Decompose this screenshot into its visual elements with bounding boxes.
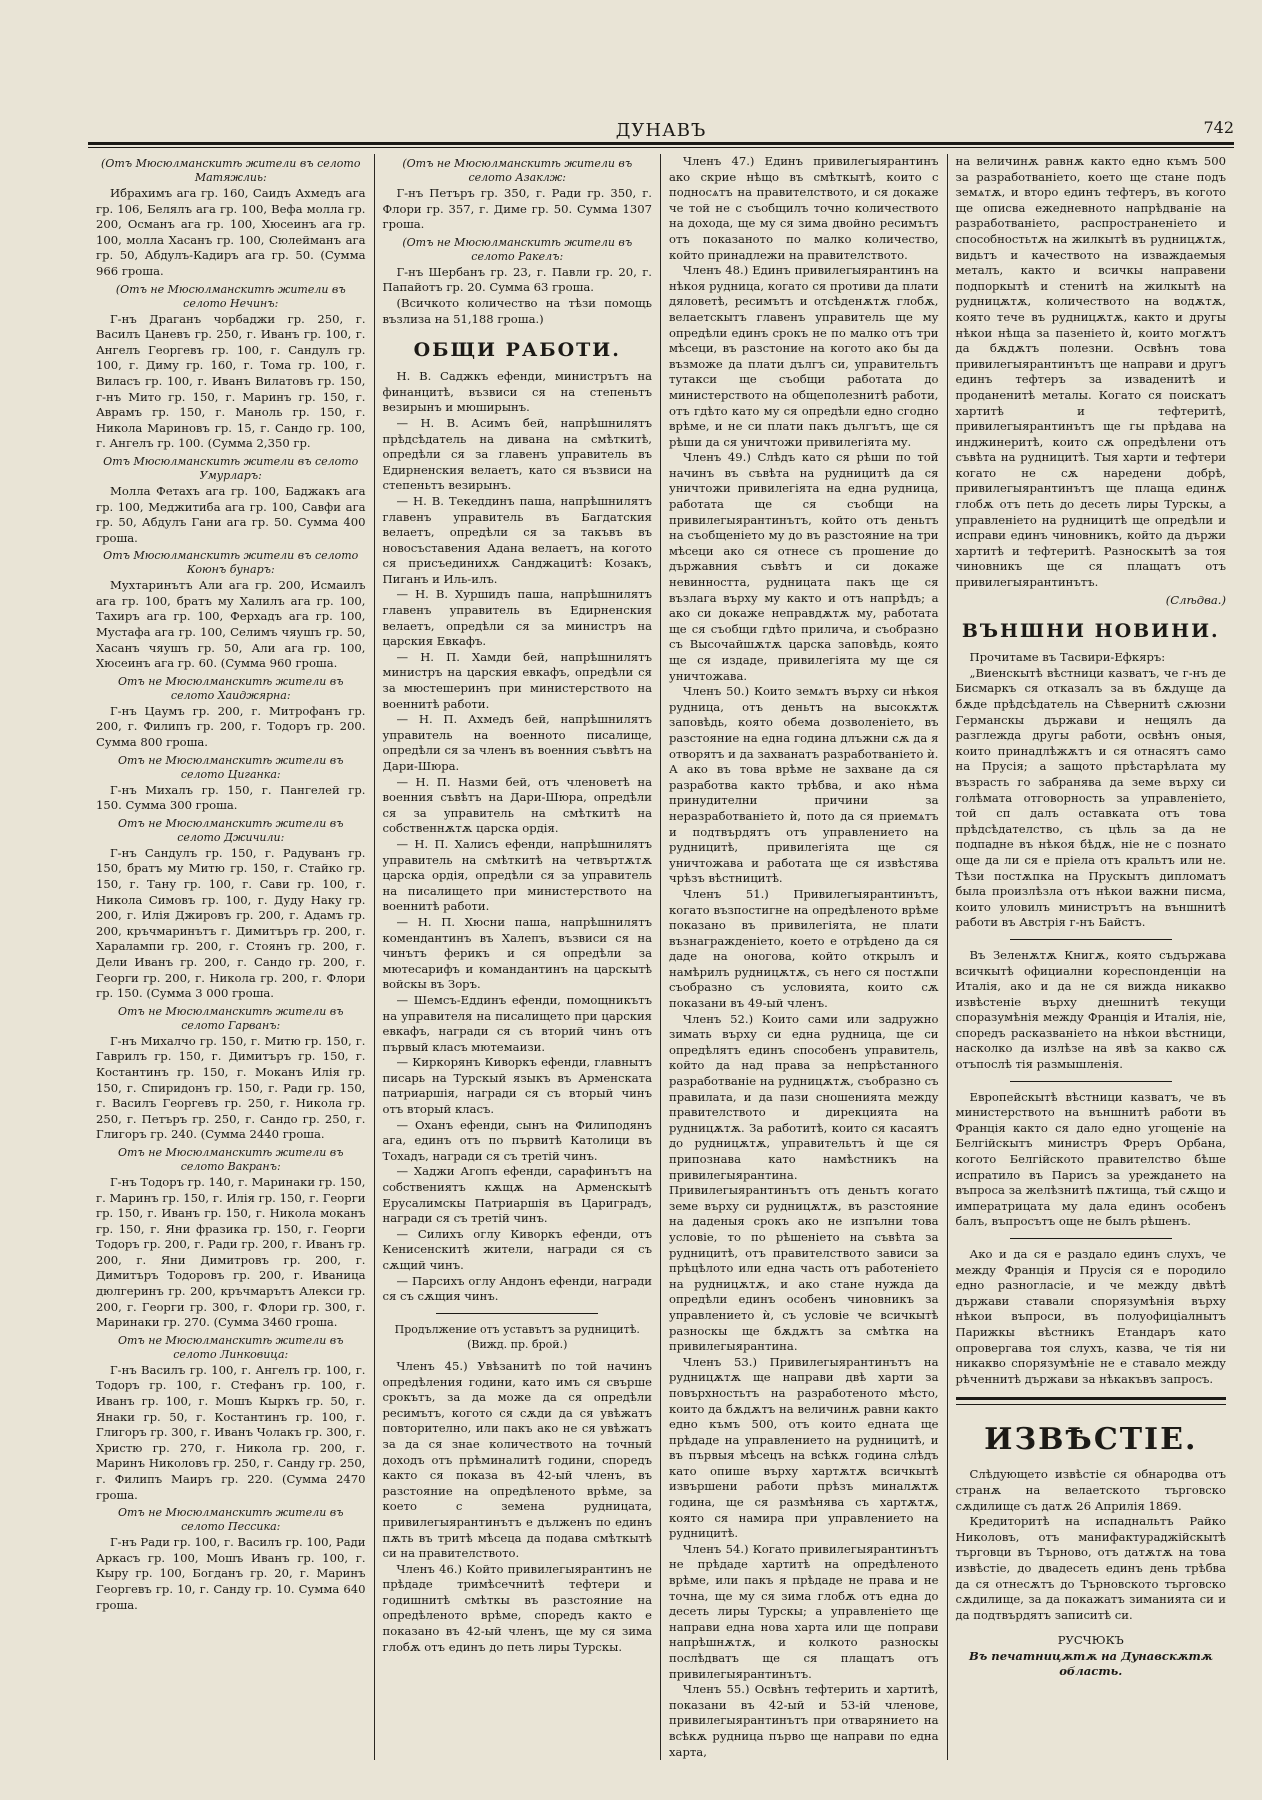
paragraph: — Н. В. Текеддинъ паша, напрѣшнилятъ главенъ управитель въ Багдатския велаетъ, опредѣли ся за такъвъ въ новосъставения Адана велаетъ, на когото ся присъединихѫ Санджацитѣ: Козакъ, Пиганъ и Иль-илъ. — [382, 493, 652, 586]
subscription-heading: Отъ не Мюсюлманскитѣ жители въ селото Джичили: — [117, 816, 344, 844]
paragraph: (Всичкото количество на тѣзи помощь възлиза на 51,188 гроша.) — [382, 295, 652, 326]
masthead — [88, 120, 1234, 141]
subscription-heading: Отъ не Мюсюлманскитѣ жители въ селото Пессика: — [117, 1506, 344, 1534]
paragraph: — Хаджи Агопъ ефенди, сарафинътъ на собствениятъ кѫщѫ на Арменскытѣ Ерусалимскы Патриаршія въ Цариградъ, награди ся съ третій чинъ. — [382, 1164, 652, 1226]
paragraph: — Н. П. Хюсни паша, напрѣшнилятъ комендантинъ въ Халепъ, възвиси ся на чинътъ ферикъ и ся опредѣли за мютесарифъ и командантинъ на царскытѣ войскы въ Зоръ. — [382, 914, 652, 992]
paragraph: Членъ 54.) Когато привилегыярантинътъ не прѣдаде хартитѣ на опредѣленото врѣме, или пакъ я прѣдаде не права и не точна, ще му ся зима глобѫ отъ една до десеть лиры Турскы; а управленіето ще направи една нова харта или ще поправи напрѣшнѫтѫ, и колкото разноскы послѣдватъ ще ся плащатъ отъ привилегыярантинътъ. — [669, 1541, 939, 1681]
paragraph: — Киркорянъ Киворкъ ефенди, главнытъ писарь на Турскый языкъ въ Арменската патриаршія, награди ся съ вторый чинъ отъ вторый класъ. — [382, 1055, 652, 1117]
divider — [436, 1313, 598, 1314]
paragraph: Мухтаринътъ Али ага гр. 200, Исмаилъ ага гр. 100, братъ му Халилъ ага гр. 100, Тахиръ ага гр. 100, Ферхадъ ага гр. 100, Мустафа ага гр. 100, Селимъ чяушъ гр. 50, Хасанъ чяушъ гр. 50, Али ага гр. 100, Хюсеинъ ага гр. 60. (Сумма 960 гроша. — [96, 578, 366, 671]
subscription-heading: Отъ не Мюсюлманскитѣ жители въ селото Гарванъ: — [117, 1004, 344, 1032]
section-title: ОБЩИ РАБОТИ. — [413, 339, 621, 362]
paragraph: Членъ 46.) Който привилегыярантинъ не прѣдаде тримѣсечнитѣ тефтери и годишнитѣ смѣткы въ разстояние на опредѣленото врѣме, споредъ както е показано въ 42-ый членъ, ще му ся зима глобѫ отъ единъ до петь лиры Турскы. — [382, 1561, 652, 1654]
article-subheading: Продължение отъ уставътъ за рудницитѣ. (Вижд. пр. брой.) — [394, 1322, 640, 1352]
paragraph: Въ Зеленѫтѫ Книгѫ, която съдържава всичкытѣ официални кореспонденціи на Италія, ако и да не ся вижда никакво извѣстеніе върху днешнитѣ текущи споразумѣнія между Франція и Италія, ніе, споредъ расказваніето на нѣкои вѣстници, насколко да излѣзе на явѣ за какво сѫ отъпослѣ тія размышленія. — [955, 947, 1226, 1072]
paragraph: Г-нъ Ради гр. 100, г. Василъ гр. 100, Ради Аркасъ гр. 100, Мошъ Иванъ гр. 100, г. Кыру гр. 100, Богданъ гр. 20, г. Маринъ Георгевъ гр. 10, г. Санду гр. 10. Сумма 640 гроша. — [96, 1535, 366, 1612]
paragraph: Членъ 51.) Привилегыярантинътъ, когато възпостигне на опредѣленото врѣме показано въ привилегіята, не плати възнагражденіето, което е отрѣдено да ся даде на оногова, който открылъ и намѣрилъ рудницѫтѫ, съ него ся постѫпи съобразно съ условията, които сѫ показани въ 49-ый членъ. — [669, 886, 939, 1011]
paragraph: Г-нъ Михалчо гр. 150, г. Митю гр. 150, г. Гаврилъ гр. 150, г. Димитъръ гр. 150, г. Костантинъ гр. 150, г. Моканъ Илія гр. 150, г. Спиридонъ гр. 150, г. Ради гр. 150, г. Василъ Георгевъ гр. 250, г. Никола гр. 250, г. Петъръ гр. 250, г. Сандо гр. 250, г. Глигоръ гр. 240. (Сумма 2440 гроша. — [96, 1033, 366, 1142]
paragraph: Г-нъ Шербанъ гр. 23, г. Павли гр. 20, г. Папайотъ гр. 20. Сумма 63 гроша. — [382, 264, 652, 295]
paragraph: Г-нъ Цаумъ гр. 200, г. Митрофанъ гр. 200, г. Филипъ гр. 200, г. Тодоръ гр. 200. Сумма 800 гроша. — [96, 703, 366, 750]
paragraph: Г-нъ Драганъ чорбаджи гр. 250, г. Василъ Цаневъ гр. 250, г. Иванъ гр. 100, г. Ангелъ Георгевъ гр. 100, г. Сандулъ гр. 100, г. Диму гр. 160, г. Тома гр. 100, г. Виласъ гр. 100, г. Иванъ Вилатовъ гр. 150, г-нъ Мито гр. 150, г. Маринъ гр. 150, г. Аврамъ гр. 150, г. Маноль гр. 150, г. Никола Мариновъ гр. 15, г. Сандо гр. 100, г. Ангелъ гр. 100. (Сумма 2,350 гр. — [96, 311, 366, 451]
continued-note: (Слѣдва.) — [1165, 592, 1226, 607]
paragraph: Г-нъ Петъръ гр. 350, г. Ради гр. 350, г. Флори гр. 357, г. Диме гр. 50. Сумма 1307 гроша. — [382, 186, 652, 232]
paragraph: — Шемсъ-Еддинъ ефенди, помощникътъ на управителя на писалището при царския евкафъ, награди ся съ вторий чинъ отъ първый класъ мютемаизи. — [382, 992, 652, 1054]
paragraph: — Н. П. Назми бей, отъ членоветѣ на военния съвѣтъ на Дари-Шюра, опредѣли ся за управитель на смѣткитѣ на собственнѫтѫ царска ордія. — [382, 774, 652, 836]
paragraph: — Оханъ ефенди, сынъ на Филиподянъ ага, единъ отъ по първитѣ Католици въ Тохадъ, награди ся съ третій чинъ. — [382, 1117, 652, 1163]
subscription-heading: Отъ Мюсюлманскитѣ жители въ селото Умурларъ: — [103, 454, 359, 482]
subscription-heading: Отъ Мюсюлманскитѣ жители въ селото Коюнъ бунаръ: — [103, 549, 359, 577]
masthead-rule-thin — [88, 147, 1234, 148]
paragraph: Членъ 55.) Освѣнъ тефтерить и хартитѣ, показани въ 42-ый и 53-ій членове, привилегыярантинътъ при отварянието на всѣкѫ рудница първо ще направи по една харта, — [669, 1682, 939, 1759]
subscription-heading: (Отъ не Мюсюлманскитѣ жители въ селото Азаклж: — [402, 157, 633, 184]
paragraph: — Н. П. Халисъ ефенди, напрѣшнилятъ управитель на смѣткитѣ на четвъртѫтѫ царска ордія, опредѣли ся за управитель на писалището при министерството на военнитѣ работи. — [382, 836, 652, 914]
column-4 — [948, 154, 1235, 1760]
section-title: ВЪНШНИ НОВИНИ. — [961, 620, 1220, 643]
paragraph: Г-нъ Михалъ гр. 150, г. Пангелей гр. 150. Сумма 300 гроша. — [96, 782, 366, 813]
paragraph: Ибрахимъ ага гр. 160, Саидъ Ахмедъ ага гр. 106, Белялъ ага гр. 100, Вефа молла гр. 200, Османъ ага гр. 100, Хюсеинъ ага гр. 100, молла Хасанъ гр. 100, Сюлейманъ ага гр. 50, Абдулъ-Кадиръ ага гр. 50. (Сумма 966 гроша. — [96, 186, 366, 278]
paragraph: — Силихъ оглу Киворкъ ефенди, отъ Кенисенскитѣ жители, награди ся съ сѫщий чинъ. — [382, 1226, 652, 1272]
columns — [88, 154, 1234, 1760]
imprint-city: РУСЧЮКЪ — [1057, 1633, 1124, 1648]
paragraph: Членъ 49.) Слѣдъ като ся рѣши по той начинъ въ съвѣта на рудницитѣ да ся уничтожи привилегіята на една рудница, работата ще ся съобщи на привилегыярантинътъ, който отъ деньтъ на съобщеніето му до въ разстояние на три мѣсеци ако ся отнесе съ прошение до държавния съвѣтъ и си докаже невинността, рудницата пакъ ще ся възлага върху му както и отъ напрѣдъ; а ако си докаже неправдѫтѫ му, работата ще ся съобщи гдѣто прилича, и съобразно съ Высочайшѫтѫ царска заповѣдь, която ще ся издаде, привилегіята му ще ся уничтожава. — [669, 450, 939, 683]
paragraph: Членъ 48.) Единъ привилегыярантинъ на нѣкоя рудница, когато ся противи да плати дяловетѣ, ресимътъ и отсѣденѫтѫ глобѫ, велаетскытъ главенъ управитель ще му опредѣли единъ срокъ не по малко отъ три мѣсеци, въ разстоние на когото ако бы да възможе да плати дългъ си, управительтъ тутакси ще съобщи работата до министерството на общеполезнитѣ работи, отъ гдѣто като му ся опредѣли едно сгодно врѣме, и не си плати пакъ дългътъ, ще ся рѣши да ся уничтожи привилегіята му. — [669, 263, 939, 449]
divider — [1010, 939, 1172, 940]
paragraph: Молла Фетахъ ага гр. 100, Баджакъ ага гр. 100, Меджитиба ага гр. 100, Савфи ага гр. 50, Абдулъ Гани ага гр. 50. Сумма 400 гроша. — [96, 483, 366, 545]
paragraph: Членъ 45.) Увѣзанитѣ по той начинъ опредѣления години, като имъ ся свърше срокътъ, за да може да ся опредѣли ресимътъ, когото ся сѫди да ся увѣжатъ повторително, или пакъ ако не ся увѣжатъ за да ся знае количеството на точный доходъ отъ прѣминалитѣ години, споредъ както ся показа въ 42-ый членъ, въ разстояние на опредѣленото врѣме, за което с земена рудницата, привилегыярантинътъ е дълженъ по единъ пѫть въ тритѣ мѣсеца да подава смѣткытѣ си на правителството. — [382, 1358, 652, 1561]
paragraph: Членъ 52.) Които сами или задружно зимать върху си една рудница, ще си опредѣлятъ единъ способенъ управитель, който да над права за непрѣстанного разработваніе на рудницѫтѫ, съобразно съ правилата, и да пази сношенията между правителството и дирекцията на рудницѫтѫ. За работитѣ, които ся касаятъ до рудницѫтѫ, управительтъ ѝ ще ся припознава като намѣстникъ на привилегыярантина. Привилегыярантинътъ отъ деньтъ когато земе върху си рудницѫтѫ, въ разстояние на даденыя срокъ ако не изпълни това условіе, то по рѣшеніето на съвѣта за рудницитѣ, отъ правителството зависи за прѣцѣлото или една часть отъ работеніето на рудницѫтѫ, и ако стане нужда да опредѣли единъ особенъ чиновникъ за управлението ѝ, съ условіе че всичкытѣ разноскы ще бѫдѫтъ за смѣтка на привилегыярантина. — [669, 1011, 939, 1354]
paragraph: Ако и да ся е раздало единъ слухъ, че между Франція и Прусія ся е породило едно разногласіе, и че между двѣтѣ държави ставали спорязумѣнія върху нѣкои въпроси, въ полуофиціалнытъ Парижкы вѣстникъ Етандаръ като опровергава тоя слухъ, казва, че тія ни никакво спорязумѣніе не е ставало между рѣченнитѣ държави за нѣкакъвъ запросъ. — [955, 1247, 1226, 1386]
subscription-heading: (Отъ не Мюсюлманскитѣ жители въ селото Нечинъ: — [115, 282, 346, 310]
subscription-heading: Отъ не Мюсюлманскитѣ жители въ селото Линковица: — [117, 1333, 344, 1361]
paragraph: — Парсихъ оглу Андонъ ефенди, награди ся съ сѫщия чинъ. — [382, 1273, 652, 1304]
section-rule-thick — [956, 1397, 1227, 1400]
divider — [1010, 1081, 1172, 1082]
page-number: 742 — [1203, 118, 1234, 137]
paragraph: „Виенскытѣ вѣстници казватъ, че г-нъ де Бисмаркъ ся отказалъ за въ бѫдуще да бѫде прѣдсѣдатель на Сѣвернитѣ сѫюзни Германскы държави и нещялъ да разглежда другы работи, освѣнъ оныя, които принадлѣжѫтъ и ся отнасятъ само на Прусія; а защото прѣстарѣлата му възрасть го забранява да земе върху си голѣмата отговорность за управленіето, той сп далъ оставката отъ това прѣдсѣдателство, съ цѣль за да не подпадне въ нѣкоя бѣдѫ, ніе не с познато още да ли ся е пріела отъ кральтъ или не. Тѣзи постѫпка на Прускытъ дипломатъ была произлѣзла отъ нѣкои важни писма, които уловилъ министрътъ на външнитѣ работи въ Австрія г-нъ Байстъ. — [955, 665, 1226, 930]
paragraph: — Н. П. Ахмедъ бей, напрѣшнилятъ управитель на военното писалище, опредѣли ся за членъ въ военния съвѣтъ на Дари-Шюра. — [382, 712, 652, 773]
paragraph: Европейскытѣ вѣстници казватъ, че въ министерството на външнитѣ работи въ Франція както ся дало едно угощеніе на Белгійскытъ министръ Фреръ Орбана, когото Белгійското правителство бѣше испратило въ Парисъ за уреждането на въпроса за желѣзнитѣ пѫтища, тъй сѫщо и императрицата му дала единъ особенъ балъ, въпросътъ още не былъ рѣшенъ. — [955, 1089, 1226, 1229]
paragraph: Г-нъ Василъ гр. 100, г. Ангелъ гр. 100, г. Тодоръ гр. 100, г. Стефанъ гр. 100, г. Иванъ гр. 100, г. Мошъ Кыркъ гр. 50, г. Янаки гр. 50, г. Костантинъ гр. 100, г. Глигоръ гр. 300, г. Иванъ Чолакъ гр. 300, г. Христю гр. 270, г. Никола гр. 200, г. Маринъ Николовъ гр. 250, г. Санду гр. 250, г. Филипъ Маиръ гр. 220. (Сумма 2470 гроша. — [96, 1362, 366, 1502]
newspaper-title: ДУНАВЪ — [615, 120, 707, 141]
divider — [1010, 1238, 1172, 1239]
column-1 — [88, 154, 375, 1760]
paragraph: Н. В. Саджкъ ефенди, министрътъ на финанцитѣ, възвиси ся на степеньтъ везирынъ и мюширынъ. — [382, 369, 652, 415]
paragraph: Членъ 47.) Единъ привилегыярантинъ ако скрие нѣщо въ смѣткытѣ, които с подносѧтъ на правителството, и ся докаже че той не с съобщилъ точно количеството на дохода, ще му ся зима двойно ресимътъ отъ показаното по малко количество, който принадлежи на правителството. — [669, 154, 939, 262]
section-rule-thin — [956, 1404, 1227, 1405]
subscription-heading: Отъ не Мюсюлманскитѣ жители въ селото Хаиджярна: — [117, 674, 344, 702]
subscription-heading: (Отъ Мюсюлманскитѣ жители въ селото Матяжлиь: — [101, 157, 361, 184]
paragraph: — Н. В. Хуршидъ паша, напрѣшнилятъ главенъ управитель въ Едирненския велаетъ, опредѣли ся за министръ на царския Евкафъ. — [382, 587, 652, 649]
subscription-heading: Отъ не Мюсюлманскитѣ жители въ селото Циганка: — [117, 753, 344, 781]
notice-title: ИЗВѢСТІЕ. — [984, 1422, 1198, 1458]
paragraph: — Н. В. Асимъ бей, напрѣшнилятъ прѣдсѣдатель на дивана на смѣткитѣ, опредѣли ся за главенъ управитель въ Едирненския велаетъ, като ся възвиси на степеньтъ везирынъ. — [382, 415, 652, 493]
paragraph: Членъ 50.) Които земѧтъ върху си нѣкоя рудница, отъ деньтъ на высокѫтѫ заповѣдь, която обема дозволеніето, въ разстояние на една година длъжни сѫ да я отворятъ и да захванатъ разработваніето ѝ. А ако въ това врѣме не захване да ся разработва както трѣбва, и ако нѣма принудителни причини за неразработваніето ѝ, пото да ся приемѧтъ и подтвърдятъ отъ управлението на рудницитѣ, привилегіята ще ся уничтожава и работата ще ся извѣстява чрѣзъ вѣстницитѣ. — [669, 684, 939, 886]
paragraph: Членъ 53.) Привилегыярантинътъ на рудницѫтѫ ще направи двѣ харти за повърхностьтъ на разработеното мѣсто, които да бѫдѫтъ на величинѫ равни както едно къмъ 500, отъ които едната ще прѣдаде на управлението на рудницитѣ, и въ първыя мѣсецъ на всѣкѫ година слѣдъ като опише върху хартѫтѫ всичкытѣ извършени работи прѣзъ миналѫтѫ година, ще ся размѣнява съ хартѫтѫ, която ся намира при управлението на рудницитѣ. — [669, 1354, 939, 1541]
masthead-rule-thick — [88, 142, 1234, 145]
paragraph: Г-нъ Сандулъ гр. 150, г. Радуванъ гр. 150, братъ му Митю гр. 150, г. Стайко гр. 150, г. Тану гр. 100, г. Сави гр. 100, г. Никола Симовъ гр. 100, г. Дуду Наку гр. 200, г. Илія Джировъ гр. 200, г. Адамъ гр. 200, кръчмаринътъ г. Димитъръ гр. 200, г. Харалампи гр. 200, г. Стоянъ гр. 200, г. Дели Иванъ гр. 200, г. Сандо гр. 200, г. Георги гр. 200, г. Никола гр. 200, г. Флори гр. 150. (Сумма 3 000 гроша. — [96, 845, 366, 1001]
paragraph: Кредиторитѣ на испаднальтъ Райко Николовъ, отъ манифактураджійскытѣ търговци въ Търново, отъ датѫтѫ на това извѣстіе, до двадесеть единъ день трѣбва да ся отнесѫтъ до Търновското търговско сѫдилище, за да покажатъ зиманията си и да подтвърдятъ записитѣ си. — [955, 1514, 1226, 1622]
column-2 — [375, 154, 662, 1760]
subscription-heading: (Отъ не Мюсюлманскитѣ жители въ селото Ракелъ: — [402, 235, 633, 263]
column-3 — [661, 154, 948, 1760]
paragraph: Г-нъ Тодоръ гр. 140, г. Маринаки гр. 150, г. Маринъ гр. 150, г. Илія гр. 150, г. Георги гр. 150, г. Иванъ гр. 150, г. Никола моканъ гр. 150, г. Яни фразика гр. 150, г. Георги Тодоръ гр. 200, г. Ради гр. 200, г. Иванъ гр. 200, г. Яни Димитровъ гр. 200, г. Димитъръ Тодоровъ гр. 200, г. Иваница дюлгеринъ гр. 200, кръчмарътъ Алекси гр. 200, г. Георги гр. 300, г. Флори гр. 300, г. Маринаки гр. 270. (Сумма 3460 гроша. — [96, 1174, 366, 1330]
paragraph: — Н. П. Хамди бей, напрѣшнилятъ министръ на царския евкафъ, опредѣли ся за мюстешеринъ при министерството на военнитѣ работи. — [382, 649, 652, 711]
subscription-heading: Отъ не Мюсюлманскитѣ жители въ селото Вакранъ: — [117, 1145, 344, 1173]
paragraph: Слѣдующето извѣстіе ся обнародва отъ странѫ на велаетското търговско сѫдилище съ датѫ 26 Априлія 1869. — [955, 1467, 1226, 1513]
imprint-printer: Въ печатницѫтѫ на Дунавскѫтѫ область. — [969, 1648, 1213, 1679]
section-rule — [956, 1397, 1227, 1405]
paragraph: Прочитаме въ Тасвири-Ефкяръ: — [969, 650, 1166, 665]
paragraph: на величинѫ равнѫ както едно къмъ 500 за разработваніето, което ще стане подъ земѧтѫ, и второ единъ тефтеръ, въ когото ще описва ежедневното напрѣдваніе на разработваніето, распространеніето и способностьтѫ на жилкытѣ въ рудницѫтѫ, видьтъ и качеството на изваждаемыя металъ, както и всичкы направени подпоркытѣ и стенитѣ на жилкытѣ на рудницѫтѫ, количеството на водѫтѫ, която тече въ рудницѫтѫ, както и другы нѣкои нѣща за пазеніето ѝ, които могѫтъ да бѫдѫтъ полезни. Освѣнъ това привилегыярантинътъ ще направи и другъ единъ тефтеръ за изваденитѣ и проданенитѣ металы. Когато ся поискатъ хартитѣ и тефтеритѣ, привилегыярантинътъ ще гы прѣдава на инджинеритѣ, които сѫ опредѣлени отъ съвѣта на рудницитѣ. Тыя харти и тефтери когато не сѫ наредени добрѣ, привилегыярантинътъ ще плаща единѫ глобѫ отъ петь до десеть лиры Турскы, а управленіето на рудницитѣ ще опредѣли и исправи единъ чиновникъ, който да държи хартитѣ и тефтеритѣ. Разноскытѣ за тоя чиновникъ ще ся плащатъ отъ привилегыярантинътъ. — [955, 154, 1226, 590]
